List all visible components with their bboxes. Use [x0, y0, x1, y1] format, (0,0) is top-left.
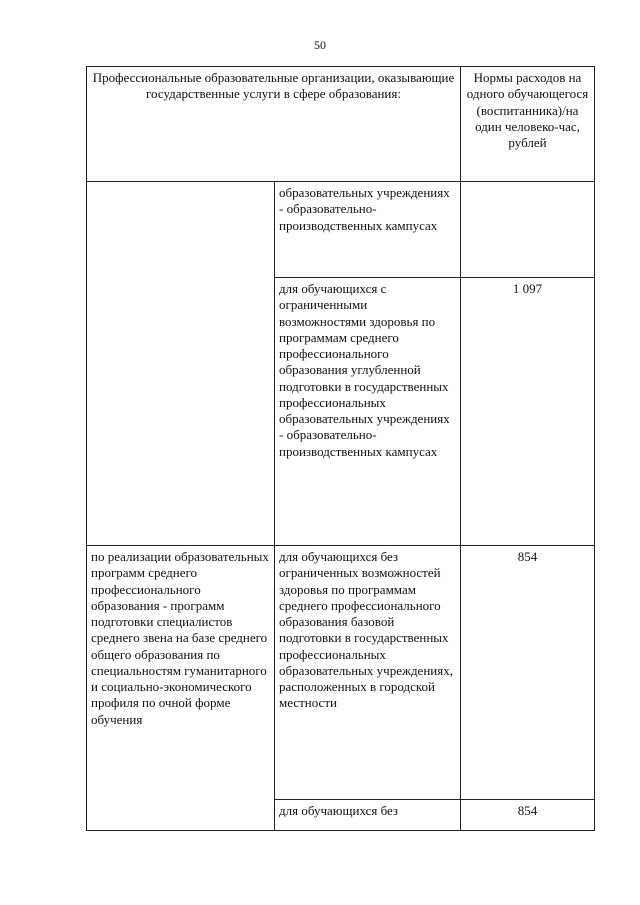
table-header-row: [87, 67, 595, 182]
value-cell: [461, 182, 595, 278]
value-cell: 854: [461, 800, 595, 831]
value-cell: 854: [461, 546, 595, 800]
table-row: [87, 546, 595, 800]
header-norms: Нормы расходов на одного обучающегося (воспитанника)/на один человеко-час, рублей: [461, 67, 595, 182]
category-cell: для обучающихся без ограниченных возможностей здоровья по программам среднего профессионального образования базовой подготовки в государственных профессиональных образовательных учреждениях, расположенных в городской местности: [275, 546, 461, 800]
category-cell: образовательных учреждениях - образовательно-производственных кампусах: [275, 182, 461, 278]
category-cell: для обучающихся без: [275, 800, 461, 831]
norms-table: [86, 66, 595, 831]
header-organizations: Профессиональные образовательные организации, оказывающие государственные услуги в сфере образования:: [87, 67, 461, 182]
table-row: [87, 182, 595, 278]
service-cell: [87, 182, 275, 546]
value-cell: 1 097: [461, 278, 595, 546]
category-cell: для обучающихся с ограниченными возможностями здоровья по программам среднего профессионального образования углубленной подготовки в государственных профессиональных образовательных учреждениях - образовательно-производственных кампусах: [275, 278, 461, 546]
service-cell: по реализации образовательных программ среднего профессионального образования - программ подготовки специалистов среднего звена на базе среднего общего образования по специальностям гуманитарного и социально-экономического профиля по очной форме обучения: [87, 546, 275, 831]
page-number: 50: [314, 38, 326, 52]
